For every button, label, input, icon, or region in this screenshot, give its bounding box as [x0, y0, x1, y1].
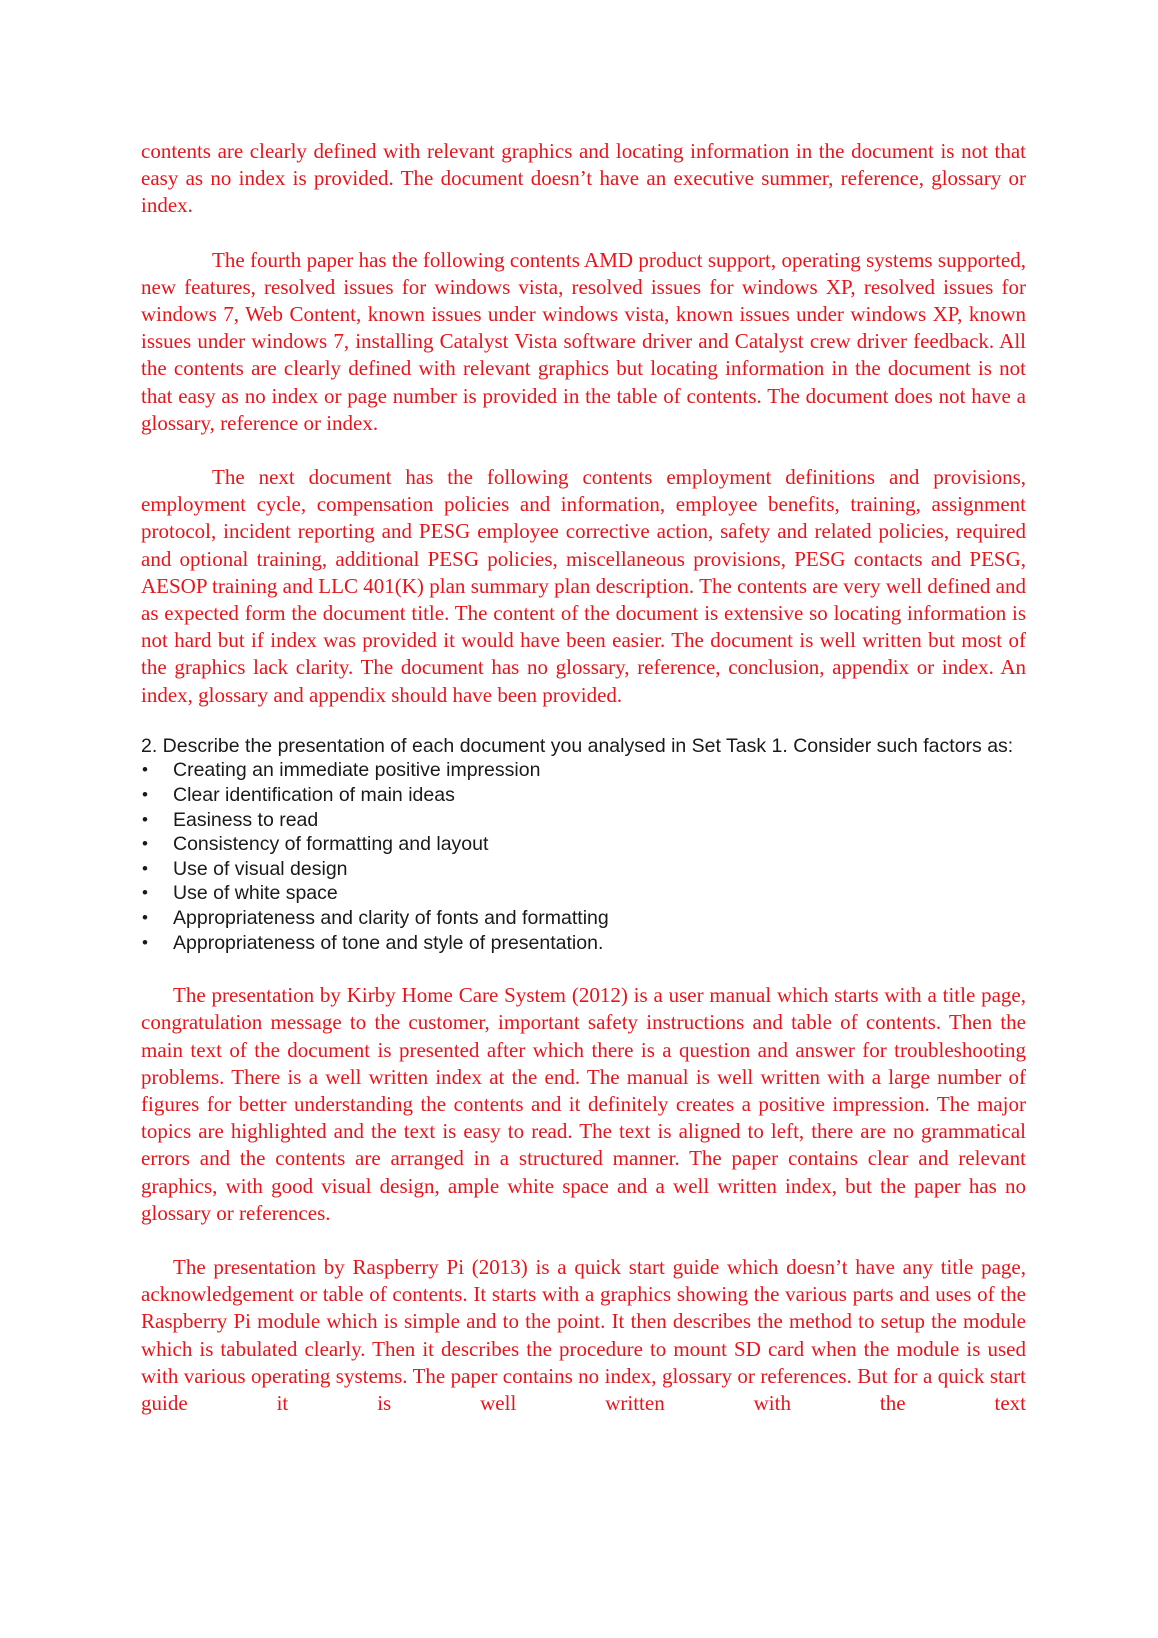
- bullet-icon: •: [142, 883, 148, 903]
- list-item: [141, 906, 1026, 931]
- list-item-label: Clear identification of main ideas: [173, 783, 455, 806]
- list-item-label: Creating an immediate positive impression: [173, 759, 541, 782]
- bullet-icon: •: [142, 858, 148, 878]
- bullet-icon: •: [142, 784, 148, 804]
- question-heading: 2. Describe the presentation of each document you analysed in Set Task 1. Consider such factors as:: [141, 734, 1014, 757]
- list-item-label: Consistency of formatting and layout: [173, 833, 489, 856]
- list-item: [141, 857, 1026, 882]
- list-item-label: Appropriateness of tone and style of presentation.: [173, 931, 604, 954]
- list-item: [141, 783, 1026, 808]
- list-item: [141, 832, 1026, 857]
- factor-list: [141, 758, 1026, 955]
- paragraph-kirby-presentation: The presentation by Kirby Home Care System (2012) is a user manual which starts with a title page, congratulation message to the customer, important safety instructions and table of contents. Then the main text of the document is presented after which there is a question and answer for troubleshooting problems. There is a well written index at the end. The manual is well written with a large number of figures for better understanding the contents and it definitely creates a positive impression. The major topics are highlighted and the text is easy to read. The text is aligned to left, there are no grammatical errors and the contents are arranged in a structured manner. The paper contains clear and relevant graphics, with good visual design, ample white space and a well written index, but the paper has no glossary or references.: [141, 983, 1026, 1225]
- bullet-icon: •: [142, 932, 148, 952]
- document-page: [141, 138, 1026, 1417]
- bullet-icon: •: [142, 834, 148, 854]
- list-item-label: Appropriateness and clarity of fonts and formatting: [173, 906, 609, 929]
- paragraph-contents-summary: contents are clearly defined with relevant graphics and locating information in the document is not that easy as no index is provided. The document doesn’t have an executive summer, reference, glossary or index.: [141, 139, 1026, 218]
- list-item-label: Use of visual design: [173, 857, 348, 880]
- list-item: [141, 808, 1026, 833]
- list-item: [141, 931, 1026, 956]
- list-item: [141, 758, 1026, 783]
- bullet-icon: •: [142, 809, 148, 829]
- paragraph-fourth-paper: The fourth paper has the following contents AMD product support, operating systems supported, new features, resolved issues for windows vista, resolved issues for windows XP, resolved issues for windows 7, Web Content, known issues under windows vista, known issues under windows XP, known issues under windows 7, installing Catalyst Vista software driver and Catalyst crew driver feedback. All the contents are clearly defined with relevant graphics but locating information in the document is not that easy as no index or page number is provided in the table of contents. The document does not have a glossary, reference or index.: [141, 247, 1026, 435]
- paragraph-raspberry-presentation: The presentation by Raspberry Pi (2013) is a quick start guide which doesn’t have any title page, acknowledgement or table of contents. It starts with a graphics showing the various parts and uses of the Raspberry Pi module which is simple and to the point. It then describes the method to setup the module which is tabulated clearly. Then it describes the procedure to mount SD card when the module is used with various operating systems. The paper contains no index, glossary or references. But for a quick start guide it is well written with the text: [141, 1254, 1026, 1415]
- list-item-label: Easiness to read: [173, 808, 319, 831]
- list-item: [141, 881, 1026, 906]
- list-item-label: Use of white space: [173, 882, 338, 905]
- bullet-icon: •: [142, 760, 148, 780]
- bullet-icon: •: [142, 907, 148, 927]
- paragraph-next-document: The next document has the following contents employment definitions and provisions, employment cycle, compensation policies and information, employee benefits, training, assignment protocol, incident reporting and PESG employee corrective action, safety and related policies, required and optional training, additional PESG policies, miscellaneous provisions, PESG contacts and PESG, AESOP training and LLC 401(K) plan summary plan description. The contents are very well defined and as expected form the document title. The content of the document is extensive so locating information is not hard but if index was provided it would have been easier. The document is well written but most of the graphics lack clarity. The document has no glossary, reference, conclusion, appendix or index. An index, glossary and appendix should have been provided.: [141, 465, 1026, 707]
